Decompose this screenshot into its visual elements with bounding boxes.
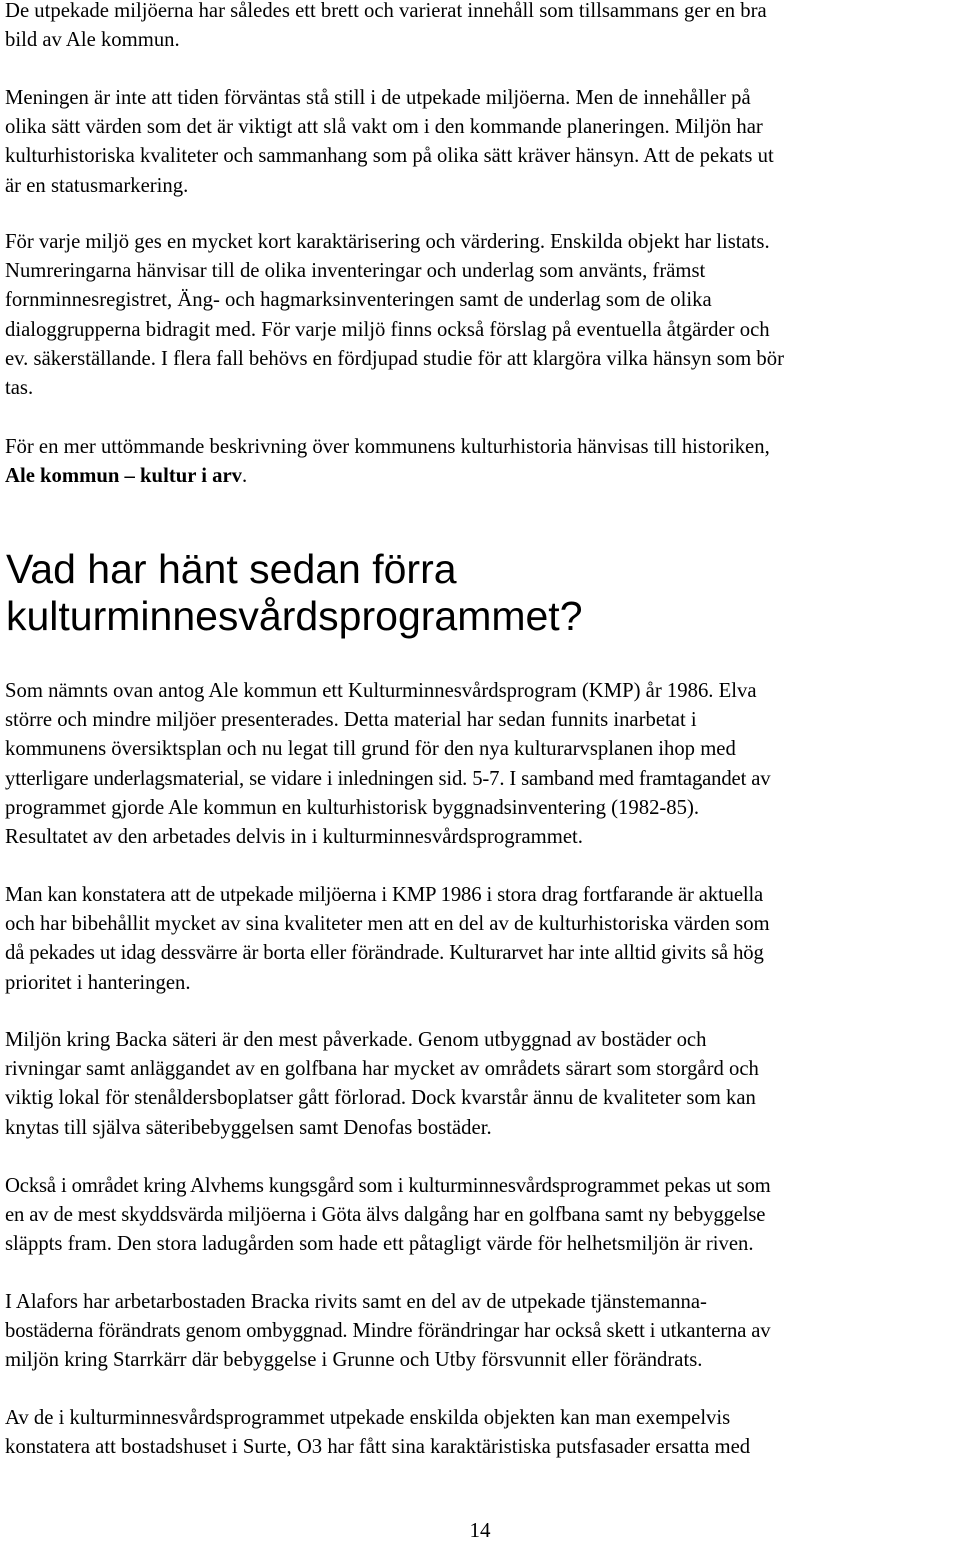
text-line: Av de i kulturminnesvårdsprogrammet utpekade enskilda objekten kan man exempelvis [5, 1407, 731, 1429]
paragraph-6 [5, 881, 955, 998]
text-line: Meningen är inte att tiden förväntas stå still i de utpekade miljöerna. Men de innehåller på [5, 87, 751, 109]
text-line: fornminnesregistret, Äng- och hagmarksinventeringen samt de underlag som de olika [5, 289, 712, 312]
paragraph-4 [5, 433, 955, 491]
paragraph-10 [5, 1404, 955, 1462]
text-line: släppts fram. Den stora ladugården som hade ett påtagligt värde för helhetsmiljön är riven. [5, 1233, 754, 1256]
text-line: De utpekade miljöerna har således ett brett och varierat innehåll som tillsammans ger en bra [5, 0, 767, 22]
text-line: För en mer uttömmande beskrivning över kommunens kulturhistoria hänvisas till historiken, [5, 436, 770, 458]
paragraph-5 [5, 677, 955, 852]
text-line: tas. [5, 377, 34, 400]
text-line: programmet gjorde Ale kommun en kulturhistorisk byggnadsinventering (1982-85). [5, 796, 700, 819]
text-line: Resultatet av den arbetades delvis in i kulturminnesvårdsprogrammet. [5, 826, 583, 849]
text-line: viktig lokal för stenåldersboplatser gått förlorad. Dock kvarstår ännu de kvaliteter som kan [5, 1087, 756, 1110]
text-line: Man kan konstatera att de utpekade miljöerna i KMP 1986 i stora drag fortfarande är aktuella [5, 884, 764, 906]
text-line: Som nämnts ovan antog Ale kommun ett Kulturminnesvårdsprogram (KMP) år 1986. Elva [5, 680, 757, 702]
heading-line: kulturminnesvårdsprogrammet? [6, 593, 583, 639]
text-line: För varje miljö ges en mycket kort karaktärisering och värdering. Enskilda objekt har listats. [5, 231, 770, 253]
text-line: bild av Ale kommun. [5, 29, 180, 52]
page-number: 14 [469, 1518, 491, 1542]
text-line: är en statusmarkering. [5, 174, 189, 197]
text-line: då pekades ut idag dessvärre är borta eller förändrade. Kulturarvet har inte alltid givits så hög [5, 942, 764, 965]
text-line: knytas till själva säteribebyggelsen samt Denofas bostäder. [5, 1116, 492, 1139]
paragraph-8 [5, 1172, 955, 1260]
text-line: olika sätt värden som det är viktigt att slå vakt om i den kommande planeringen. Miljön har [5, 116, 763, 139]
paragraph-3 [5, 228, 955, 403]
paragraph-1 [5, 0, 955, 55]
heading-line: Vad har hänt sedan förra [6, 546, 457, 592]
publication-reference: Ale kommun – kultur i arv [5, 465, 242, 488]
text-line: rivningar samt anläggandet av en golfbana har mycket av områdets särart som storgård och [5, 1058, 759, 1081]
paragraph-2 [5, 84, 955, 201]
text-line: ev. säkerställande. I flera fall behövs en fördjupad studie för att klargöra vilka hänsyn som bör [5, 347, 784, 370]
text-line: och har bibehållit mycket av sina kvaliteter men att en del av de kulturhistoriska värden som [5, 913, 770, 936]
text-line: bostäderna förändrats genom ombyggnad. Mindre förändringar har också skett i utkanterna av [5, 1320, 771, 1343]
text-line [5, 462, 955, 491]
paragraph-7 [5, 1026, 955, 1143]
paragraph-9 [5, 1288, 955, 1376]
text-line: Numreringarna hänvisar till de olika inventeringar och underlag som använts, främst [5, 260, 706, 283]
text-line: prioritet i hanteringen. [5, 971, 191, 994]
text-line: Miljön kring Backa säteri är den mest påverkade. Genom utbyggnad av bostäder och [5, 1029, 707, 1051]
text-line: ytterligare underlagsmaterial, se vidare i inledningen sid. 5-7. I samband med framtagandet av [5, 767, 771, 790]
section-heading [6, 546, 956, 640]
text-line: Också i området kring Alvhems kungsgård som i kulturminnesvårdsprogrammet pekas ut som [5, 1175, 771, 1197]
text-line: miljön kring Starrkärr där bebyggelse i Grunne och Utby försvunnit eller förändrats. [5, 1349, 703, 1372]
text-line: kulturhistoriska kvaliteter och sammanhang som på olika sätt kräver hänsyn. Att de pekats ut [5, 145, 774, 168]
text-line: konstatera att bostadshuset i Surte, O3 har fått sina karaktäristiska putsfasader ersatta med [5, 1436, 751, 1459]
text-line: större och mindre miljöer presenterades. Detta material har sedan funnits inarbetat i [5, 709, 697, 732]
text-line: I Alafors har arbetarbostaden Bracka rivits samt en del av de utpekade tjänstemanna- [5, 1291, 707, 1313]
text-line: dialoggrupperna bidragit med. För varje miljö finns också förslag på eventuella åtgärder och [5, 318, 770, 341]
text-line: kommunens översiktsplan och nu legat till grund för den nya kulturarvsplanen ihop med [5, 738, 736, 761]
reference-end: . [241, 465, 248, 488]
text-line: en av de mest skyddsvärda miljöerna i Göta älvs dalgång har en golfbana samt ny bebyggelse [5, 1204, 766, 1227]
